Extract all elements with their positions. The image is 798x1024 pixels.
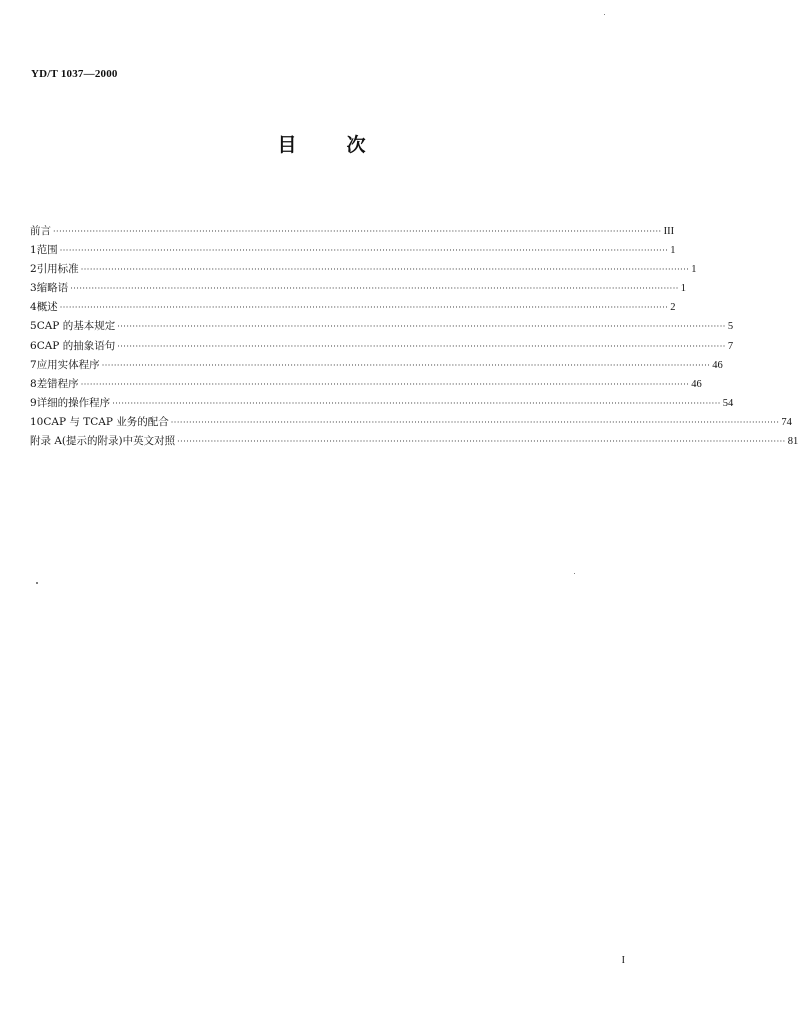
toc-entry-2[interactable] (30, 260, 697, 279)
dot-leader: ········································································································································································································ (112, 398, 721, 408)
toc-entry-page: 81 (787, 436, 798, 448)
toc-entry-page: 54 (722, 397, 734, 409)
toc-entry-5[interactable] (30, 317, 734, 336)
toc-entry-label: 引用标准 (36, 263, 79, 276)
dot-leader: ········································································································································································································ (53, 227, 662, 236)
toc-entry-number: 7 (30, 358, 37, 371)
toc-entry-page: 2 (670, 302, 676, 314)
toc-entry-number: 10 (30, 415, 44, 428)
dot-leader: ········································································································································································································ (80, 379, 690, 389)
toc-entry-number: 6 (30, 339, 37, 352)
toc-entry-10[interactable] (30, 413, 792, 432)
toc-entry-label: 范围 (36, 244, 58, 257)
toc-entry-label: 差错程序 (36, 377, 79, 390)
toc-entry-3[interactable] (30, 279, 687, 298)
toc-entry-label: 附录 A(提示的附录)中英文对照 (30, 435, 176, 448)
toc-entry-4[interactable] (30, 298, 676, 317)
toc-entry-9[interactable] (30, 394, 734, 413)
toc-entry-6[interactable] (30, 337, 734, 356)
toc-entry-number: 8 (30, 377, 37, 390)
scan-speck (604, 14, 605, 15)
title-char-1: 目 (277, 134, 297, 156)
dot-leader: ········································································································································································································ (70, 284, 679, 294)
toc-entry-label: 概述 (36, 301, 58, 314)
dot-leader: ········································································································································································································ (101, 360, 711, 370)
dot-leader: ········································································································································································································ (80, 265, 690, 275)
toc-entry-page: 1 (691, 264, 697, 276)
toc-entry-8[interactable] (30, 375, 702, 394)
toc-entry-page: III (663, 226, 675, 237)
toc-entry-7[interactable] (30, 356, 723, 375)
toc-entry-page: 5 (727, 321, 734, 333)
standard-code: YD/T 1037—2000 (31, 68, 118, 80)
dot-leader: ········································································································································································································ (59, 303, 669, 313)
title-char-2: 次 (346, 134, 366, 156)
toc-entry-label: 缩略语 (36, 282, 69, 295)
toc-entry-page: 74 (781, 416, 792, 428)
toc-entry-label: 前言 (30, 225, 51, 237)
toc-entry-page: 7 (727, 340, 734, 352)
toc-entry-1[interactable] (30, 241, 676, 260)
toc-entry-number: 1 (30, 244, 37, 257)
toc-entry-number: 3 (30, 282, 37, 295)
page-number: I (621, 955, 625, 966)
toc-entry-page: 1 (670, 245, 676, 257)
toc-entry-number: 2 (30, 263, 37, 276)
page-title (0, 130, 643, 157)
toc-entry-page: 1 (680, 283, 687, 295)
toc-entry-number: 9 (30, 396, 37, 409)
toc-entry-number: 4 (30, 301, 37, 314)
dot-leader: ········································································································································································································ (177, 437, 786, 447)
toc-entry-page: 46 (712, 359, 723, 371)
dot-leader: ········································································································································································································ (117, 322, 726, 332)
toc-entry-page: 46 (691, 378, 702, 390)
dot-leader: ········································································································································································································ (117, 341, 726, 351)
toc-entry-foreword[interactable] (30, 222, 675, 241)
dot-leader: ········································································································································································································ (59, 246, 669, 256)
toc-entry-appendix-a[interactable] (30, 432, 798, 451)
toc-entry-label: CAP 的基本规定 (36, 320, 116, 333)
toc-entry-label: CAP 的抽象语句 (36, 339, 116, 352)
scan-speck (574, 573, 575, 574)
dot-leader: ········································································································································································································ (170, 417, 780, 427)
table-of-contents (30, 222, 798, 451)
toc-entry-label: 详细的操作程序 (36, 396, 111, 409)
toc-entry-number: 5 (30, 320, 37, 333)
toc-entry-label: 应用实体程序 (36, 358, 100, 371)
toc-entry-label: CAP 与 TCAP 业务的配合 (43, 415, 169, 428)
scan-speck (36, 582, 38, 584)
